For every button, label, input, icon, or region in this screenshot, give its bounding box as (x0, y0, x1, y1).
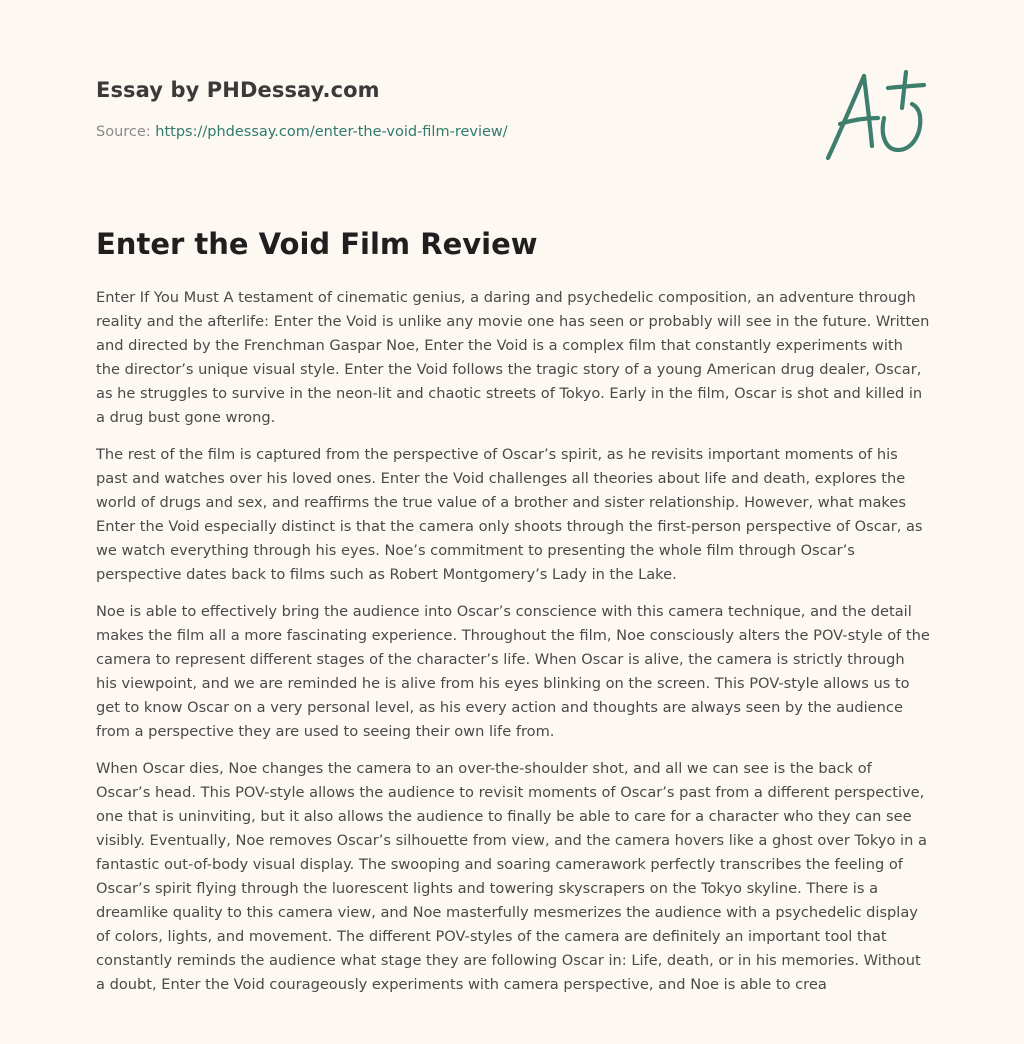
paragraph: Enter If You Must A testament of cinematic genius, a daring and psychedelic composition, an adventure through reality and the afterlife: Enter the Void is unlike any movie one has seen or probably will see in the future. Written and directed by the Frenchman Gaspar Noe, Enter the Void is a complex film that constantly experiments with the director’s unique visual style. Enter the Void follows the tragic story of a young American drug dealer, Oscar, as he struggles to survive in the neon-lit and chaotic streets of Tokyo. Early in the film, Oscar is shot and killed in a drug bust gone wrong. (96, 289, 930, 426)
source-link[interactable]: https://phdessay.com/enter-the-void-film-review/ (155, 124, 508, 140)
essay-header (96, 76, 796, 142)
brand-title: Essay by PHDessay.com (96, 78, 380, 102)
source-line (96, 122, 796, 142)
paragraph: Noe is able to effectively bring the audience into Oscar’s conscience with this camera technique, and the detail makes the film all a more fascinating experience. Throughout the film, Noe consciously alters the POV-style of the camera to represent different stages of the character’s life. When Oscar is alive, the camera is strictly through his viewpoint, and we are reminded he is alive from his eyes blinking on the screen. This POV-style allows us to get to know Oscar on a very personal level, as his every action and thoughts are always seen by the audience from a perspective they are used to seeing their own life from. (96, 603, 930, 740)
page-title: Enter the Void Film Review (96, 227, 538, 261)
a-plus-logo-svg (820, 62, 930, 166)
article-body (96, 286, 930, 1010)
a-plus-logo-icon (820, 62, 930, 166)
paragraph: The rest of the film is captured from the perspective of Oscar’s spirit, as he revisits important moments of his past and watches over his loved ones. Enter the Void challenges all theories about life and death, explores the world of drugs and sex, and reaffirms the true value of a brother and sister relationship. However, what makes Enter the Void especially distinct is that the camera only shoots through the first-person perspective of Oscar, as we watch everything through his eyes. Noe’s commitment to presenting the whole film through Oscar’s perspective dates back to films such as Robert Montgomery’s Lady in the Lake. (96, 446, 923, 583)
source-label: Source: (96, 124, 151, 140)
paragraph: When Oscar dies, Noe changes the camera to an over-the-shoulder shot, and all we can see is the back of Oscar’s head. This POV-style allows the audience to revisit moments of Oscar’s past from a different perspective, one that is uninviting, but it also allows the audience to finally be able to care for a character who they can see visibly. Eventually, Noe removes Oscar’s silhouette from view, and the camera hovers like a ghost over Tokyo in a fantastic out-of-body visual display. The swooping and soaring camerawork perfectly transcribes the feeling of Oscar’s spirit flying through the luorescent lights and towering skyscrapers on the Tokyo skyline. There is a dreamlike quality to this camera view, and Noe masterfully mesmerizes the audience with a psychedelic display of colors, lights, and movement. The different POV-styles of the camera are definitely an important tool that constantly reminds the audience what stage they are following Oscar in: Life, death, or in his memories. Without a doubt, Enter the Void courageously experiments with camera perspective, and Noe is able to crea (96, 760, 927, 993)
